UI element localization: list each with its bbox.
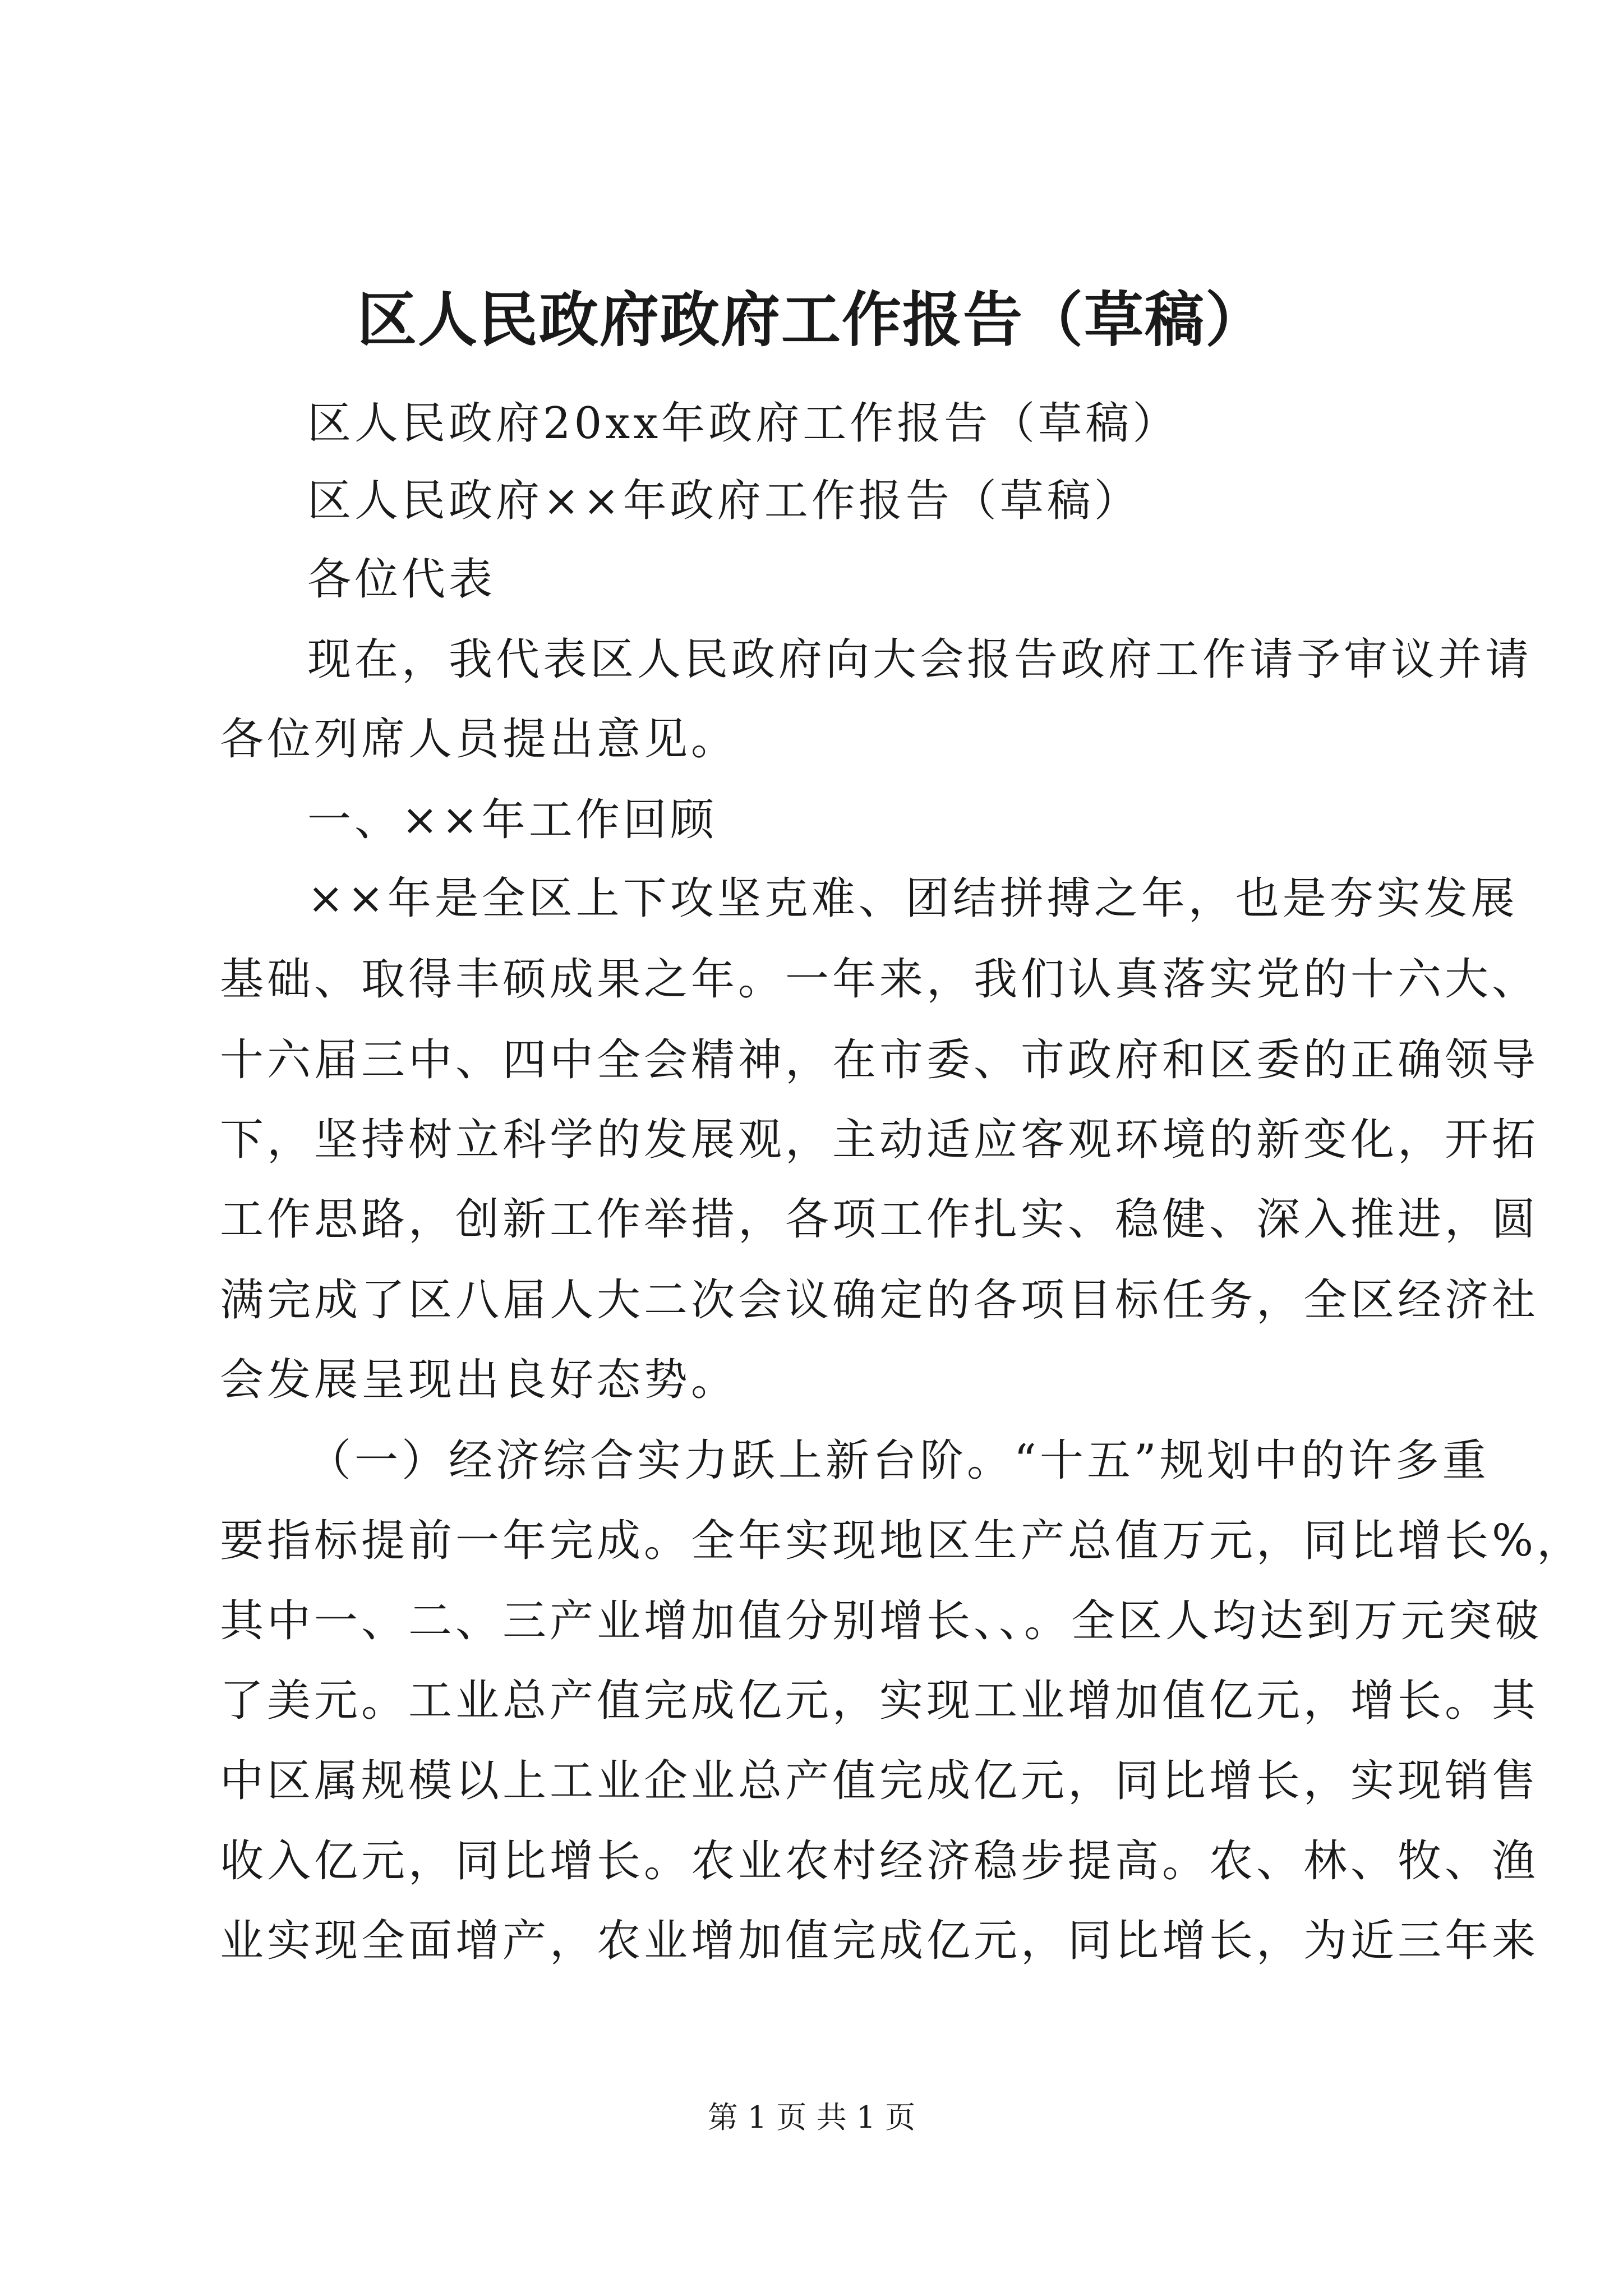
paragraph-line: 各位代表 — [307, 554, 496, 605]
paragraph-line: 满完成了区八届人大二次会议确定的各项目标任务，全区经济社 — [220, 1275, 1539, 1326]
paragraph-line: 会发展呈现出良好态势。 — [220, 1355, 739, 1405]
paragraph-line: 现在，我代表区人民政府向大会报告政府工作请予审议并请 — [307, 634, 1533, 685]
paragraph-line: 区人民政府20xx年政府工作报告（草稿） — [307, 398, 1180, 449]
paragraph-line: 一、××年工作回顾 — [307, 795, 717, 845]
paragraph-line: 其中一、二、三产业增加值分别增长、、。全区人均达到万元突破 — [220, 1596, 1543, 1646]
paragraph-line: （一）经济综合实力跃上新台阶。“十五”规划中的许多重 — [307, 1435, 1490, 1486]
paragraph-line: 下，坚持树立科学的发展观，主动适应客观环境的新变化，开拓 — [220, 1115, 1539, 1165]
paragraph-line: 工作思路，创新工作举措，各项工作扎实、稳健、深入推进，圆 — [220, 1194, 1539, 1245]
page-number-footer: 第 1 页 共 1 页 — [707, 2100, 916, 2135]
paragraph-line: 收入亿元，同比增长。农业农村经济稳步提高。农、林、牧、渔 — [220, 1836, 1539, 1887]
paragraph-line: 了美元。工业总产值完成亿元，实现工业增加值亿元，增长。其 — [220, 1676, 1539, 1726]
paragraph-line: 要指标提前一年完成。全年实现地区生产总值万元，同比增长%， — [220, 1516, 1584, 1566]
paragraph-line: 业实现全面增产，农业增加值完成亿元，同比增长，为近三年来 — [220, 1916, 1539, 1966]
paragraph-line: 区人民政府××年政府工作报告（草稿） — [307, 476, 1141, 526]
paragraph-line: ××年是全区上下攻坚克难、团结拼搏之年，也是夯实发展 — [307, 873, 1518, 924]
paragraph-line: 基础、取得丰硕成果之年。一年来，我们认真落实党的十六大、 — [220, 954, 1539, 1005]
paragraph-line: 十六届三中、四中全会精神，在市委、市政府和区委的正确领导 — [220, 1035, 1539, 1085]
document-title: 区人民政府政府工作报告（草稿） — [357, 284, 1266, 355]
paragraph-line: 各位列席人员提出意见。 — [220, 714, 739, 765]
paragraph-line: 中区属规模以上工业企业总产值完成亿元，同比增长，实现销售 — [220, 1756, 1539, 1806]
